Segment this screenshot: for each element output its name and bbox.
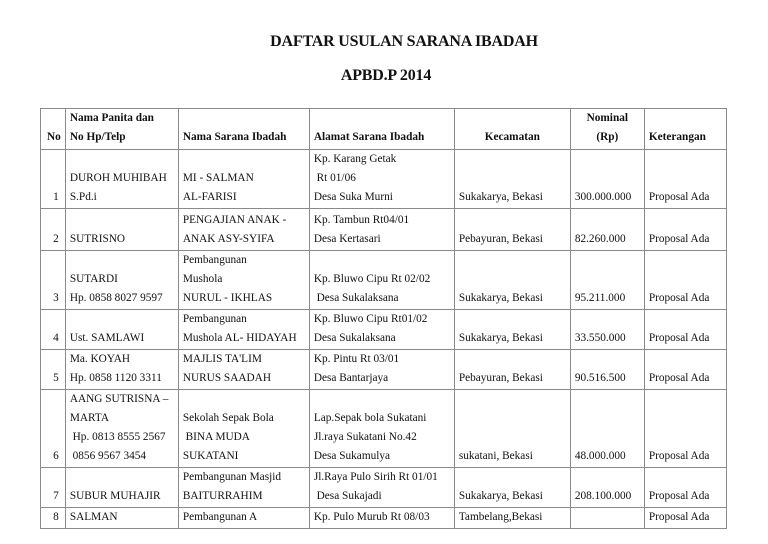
cell-no: 4	[41, 310, 66, 350]
document-subtitle: APBD.P 2014	[340, 67, 432, 84]
panitia-line: Ma. KOYAH	[69, 353, 131, 365]
usulan-table	[40, 108, 727, 529]
cell-keterangan: Proposal Ada	[644, 150, 726, 209]
alamat-line: Kp. Bluwo Cipu Rt01/02	[313, 313, 428, 325]
sarana-line: NURUS SAADAH	[182, 372, 272, 384]
cell-no: 7	[41, 468, 66, 508]
panitia-line: SUTRISNO	[69, 233, 126, 245]
cell-nama-sarana	[178, 251, 309, 310]
cell-nominal: 95.211.000	[570, 251, 644, 310]
cell-nominal	[570, 508, 644, 529]
sarana-line: Pembangunan Masjid	[182, 471, 282, 483]
cell-nama-panitia	[65, 251, 178, 310]
cell-keterangan: Proposal Ada	[644, 468, 726, 508]
header-nama-sarana: Nama Sarana Ibadah	[178, 109, 309, 150]
header-nominal	[570, 109, 644, 150]
cell-nama-sarana	[178, 508, 309, 529]
cell-nominal: 48.000.000	[570, 390, 644, 468]
cell-nama-panitia	[65, 310, 178, 350]
sarana-line: Pembangunan	[182, 254, 247, 266]
sarana-line: SUKATANI	[182, 450, 239, 462]
cell-nama-sarana	[178, 468, 309, 508]
alamat-line: Kp. Tambun Rt04/01	[313, 214, 410, 226]
cell-nama-panitia	[65, 350, 178, 390]
table-row	[41, 251, 727, 310]
sarana-line: Pembangunan A	[182, 511, 258, 523]
cell-nama-panitia	[65, 150, 178, 209]
cell-no: 6	[41, 390, 66, 468]
header-nominal-line2: (Rp)	[596, 131, 619, 143]
cell-nominal: 90.516.500	[570, 350, 644, 390]
sarana-line: MI - SALMAN	[182, 172, 254, 184]
cell-nama-panitia	[65, 209, 178, 251]
panitia-line: Ust. SAMLAWI	[69, 332, 145, 344]
cell-nama-sarana	[178, 310, 309, 350]
alamat-line: Desa Kertasari	[313, 233, 381, 245]
sarana-line: AL-FARISI	[182, 191, 237, 203]
sarana-line: Mushola AL- HIDAYAH	[182, 332, 297, 344]
cell-kecamatan: Tambelang,Bekasi	[454, 508, 570, 529]
cell-kecamatan: Sukakarya, Bekasi	[454, 310, 570, 350]
header-nama-panitia	[65, 109, 178, 150]
panitia-line: MARTA	[69, 412, 110, 424]
cell-no: 3	[41, 251, 66, 310]
sarana-line: PENGAJIAN ANAK -	[182, 214, 287, 226]
alamat-line: Kp. Karang Getak	[313, 153, 397, 165]
sarana-line: Sekolah Sepak Bola	[182, 412, 274, 424]
alamat-line: Desa Sukamulya	[313, 450, 391, 462]
alamat-line: Desa Sukalaksana	[313, 332, 396, 344]
cell-kecamatan: Pebayuran, Bekasi	[454, 350, 570, 390]
cell-alamat	[309, 310, 454, 350]
sarana-line: NURUL - IKHLAS	[182, 292, 273, 304]
cell-nama-panitia	[65, 508, 178, 529]
cell-nama-sarana	[178, 390, 309, 468]
cell-no: 1	[41, 150, 66, 209]
table-row	[41, 150, 727, 209]
cell-kecamatan: sukatani, Bekasi	[454, 390, 570, 468]
sarana-line: ANAK ASY-SYIFA	[182, 233, 275, 245]
cell-alamat	[309, 209, 454, 251]
sarana-line: BINA MUDA	[182, 431, 250, 443]
table-row	[41, 310, 727, 350]
table-row	[41, 209, 727, 251]
panitia-line: SUTARDI	[69, 273, 118, 285]
cell-no: 8	[41, 508, 66, 529]
cell-alamat	[309, 350, 454, 390]
alamat-line: Desa Bantarjaya	[313, 372, 389, 384]
cell-kecamatan: Pebayuran, Bekasi	[454, 209, 570, 251]
table-row	[41, 468, 727, 508]
panitia-line: SALMAN	[69, 511, 118, 523]
header-nama-panitia-line1: Nama Panita dan	[69, 112, 154, 124]
alamat-line: Desa Sukalaksana	[313, 292, 399, 304]
cell-kecamatan: Sukakarya, Bekasi	[454, 468, 570, 508]
cell-alamat	[309, 150, 454, 209]
panitia-line: SUBUR MUHAJIR	[69, 490, 161, 502]
cell-keterangan: Proposal Ada	[644, 350, 726, 390]
alamat-line: Kp. Pintu Rt 03/01	[313, 353, 400, 365]
panitia-line: AANG SUTRISNA –	[69, 393, 169, 405]
alamat-line: Jl.Raya Pulo Sirih Rt 01/01	[313, 471, 438, 483]
cell-nama-sarana	[178, 350, 309, 390]
cell-nama-sarana	[178, 150, 309, 209]
cell-no: 5	[41, 350, 66, 390]
table-row	[41, 350, 727, 390]
header-nominal-line1: Nominal	[586, 112, 629, 124]
alamat-line: Desa Suka Murni	[313, 191, 393, 203]
cell-nominal: 300.000.000	[570, 150, 644, 209]
cell-keterangan: Proposal Ada	[644, 209, 726, 251]
cell-alamat	[309, 251, 454, 310]
header-alamat: Alamat Sarana Ibadah	[309, 109, 454, 150]
header-kecamatan: Kecamatan	[454, 109, 570, 150]
cell-alamat	[309, 468, 454, 508]
alamat-line: Kp. Pulo Murub Rt 08/03	[313, 511, 430, 523]
cell-kecamatan: Sukakarya, Bekasi	[454, 251, 570, 310]
cell-alamat	[309, 390, 454, 468]
alamat-line: Kp. Bluwo Cipu Rt 02/02	[313, 273, 431, 285]
cell-nama-panitia	[65, 390, 178, 468]
alamat-line: Rt 01/06	[313, 172, 356, 184]
table-body	[41, 150, 727, 529]
document-title: DAFTAR USULAN SARANA IBADAH	[270, 33, 538, 50]
sarana-line: Mushola	[182, 273, 223, 285]
alamat-line: Jl.raya Sukatani No.42	[313, 431, 417, 443]
cell-keterangan: Proposal Ada	[644, 508, 726, 529]
cell-nominal: 82.260.000	[570, 209, 644, 251]
cell-keterangan: Proposal Ada	[644, 390, 726, 468]
cell-keterangan: Proposal Ada	[644, 251, 726, 310]
cell-keterangan: Proposal Ada	[644, 310, 726, 350]
table-header-row	[41, 109, 727, 150]
sarana-line: MAJLIS TA'LIM	[182, 353, 262, 365]
panitia-line: 0856 9567 3454	[69, 450, 147, 462]
cell-no: 2	[41, 209, 66, 251]
panitia-line: S.Pd.i	[69, 191, 97, 203]
sarana-line: BAITURRAHIM	[182, 490, 263, 502]
panitia-line: DUROH MUHIBAH	[69, 172, 167, 184]
cell-kecamatan: Sukakarya, Bekasi	[454, 150, 570, 209]
cell-nama-panitia	[65, 468, 178, 508]
cell-nominal: 33.550.000	[570, 310, 644, 350]
sarana-line: Pembangunan	[182, 313, 247, 325]
panitia-line: Hp. 0813 8555 2567	[69, 431, 166, 443]
cell-nama-sarana	[178, 209, 309, 251]
header-no: No	[41, 109, 66, 150]
panitia-line: Hp. 0858 1120 3311	[69, 372, 162, 384]
header-keterangan: Keterangan	[644, 109, 726, 150]
table-row	[41, 508, 727, 529]
panitia-line: Hp. 0858 8027 9597	[69, 292, 163, 304]
cell-nominal: 208.100.000	[570, 468, 644, 508]
cell-alamat	[309, 508, 454, 529]
table-row	[41, 390, 727, 468]
header-nama-panitia-line2: No Hp/Telp	[69, 131, 126, 143]
alamat-line: Lap.Sepak bola Sukatani	[313, 412, 427, 424]
alamat-line: Desa Sukajadi	[313, 490, 382, 502]
